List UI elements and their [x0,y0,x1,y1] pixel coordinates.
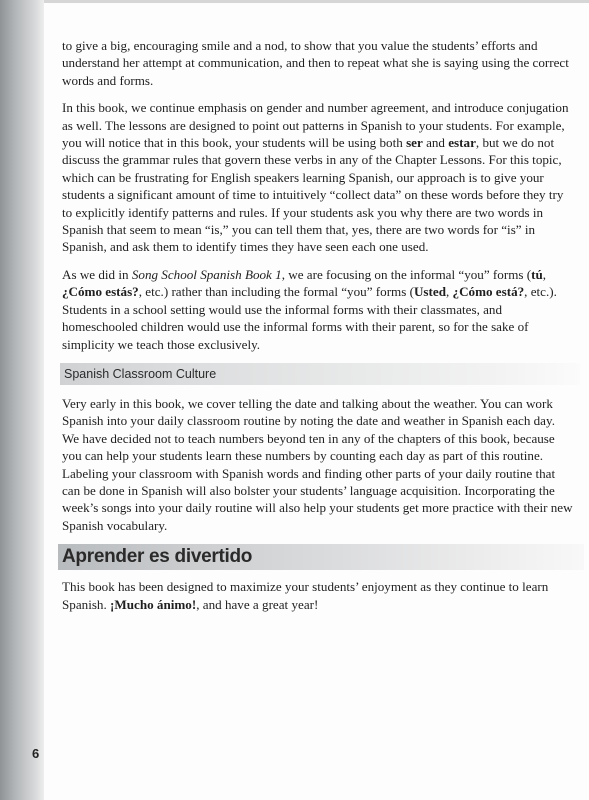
paragraph-text: to give a big, encouraging smile and a nod, to show that you value the students’ efforts and understand her attempt at communication, and then to repeat what she is saying using the correct words and forms. [62,38,569,88]
page-content [62,37,574,623]
paragraph-closing [62,578,574,613]
section-heading: Aprender es divertido [62,546,253,568]
paragraph-text: , etc.) rather than including the formal “you” forms ( [138,284,414,300]
term-como-estas: ¿Cómo estás? [62,284,139,300]
paragraph-conjugation [62,99,574,256]
term-usted: Usted [413,284,446,300]
paragraph-text: , but we do not discuss the grammar rules that govern these verbs in any of the Chapter Lessons. For this topic, which can be frustrating for English speakers learning Spanish, our approach is to give your students a significant amount of time to intuitively “collect data” on these words before they try to explicitly identify patterns and rules. If your students ask you why there are two words in Spanish that seem to mean “is,” you can tell them that, yes, there are two words for “is” in Spanish, and ask them to identify times they have seen each one used. [62,135,564,255]
paragraph-intro-continuation [62,37,574,89]
paragraph-text: As we did in [62,266,132,282]
page-side-bar [0,0,44,800]
paragraph-text: , [445,284,453,300]
term-ser: ser [406,135,423,151]
section-banner-classroom-culture [60,363,580,385]
paragraph-text: , we are focusing on the informal “you” forms ( [281,266,532,282]
term-estar: estar [448,135,476,151]
section-banner-aprender [58,544,584,570]
paragraph-text: , and have a great year! [196,596,319,612]
paragraph-text: Very early in this book, we cover telling the date and talking about the weather. You can work Spanish into your daily classroom routine by noting the date and weather in Spanish each day. We have decided not to teach numbers beyond ten in any of the chapters of this book, because you can help your students learn these numbers by counting each day as part of this routine. Labeling your classroom with Spanish words and finding other parts of your daily routine that can be done in Spanish will also bolster your students’ language acquisition. Incorporating the week’s songs into your daily routine will also help your students get more practice with their new Spanish vocabulary. [62,395,573,533]
term-como-esta: ¿Cómo está? [452,284,525,300]
paragraph-text: This book has been designed to maximize your students’ enjoyment as they continue to learn Spanish. [62,579,549,612]
paragraph-text: , etc.). Students in a school setting would use the informal forms with their classmates, and homeschooled children would use the informal forms with their parent, so for the sake of simplicity we teach those exclusively. [62,284,557,352]
term-mucho-animo: ¡Mucho ánimo! [110,596,197,612]
paragraph-text: , [542,266,547,282]
term-tu: tú [531,266,543,282]
paragraph-informal-you [62,266,574,353]
book-title: Song School Spanish Book 1 [131,266,282,282]
page-number: 6 [32,746,40,761]
paragraph-text: In this book, we continue emphasis on gender and number agreement, and introduce conjugation as well. The lessons are designed to point out patterns in Spanish to your students. For example, you will notice that in this book, your students will be using both [62,100,569,151]
paragraph-text: and [422,135,449,151]
page-top-edge [44,0,589,3]
paragraph-classroom-routine [62,395,574,534]
section-heading: Spanish Classroom Culture [64,366,217,381]
